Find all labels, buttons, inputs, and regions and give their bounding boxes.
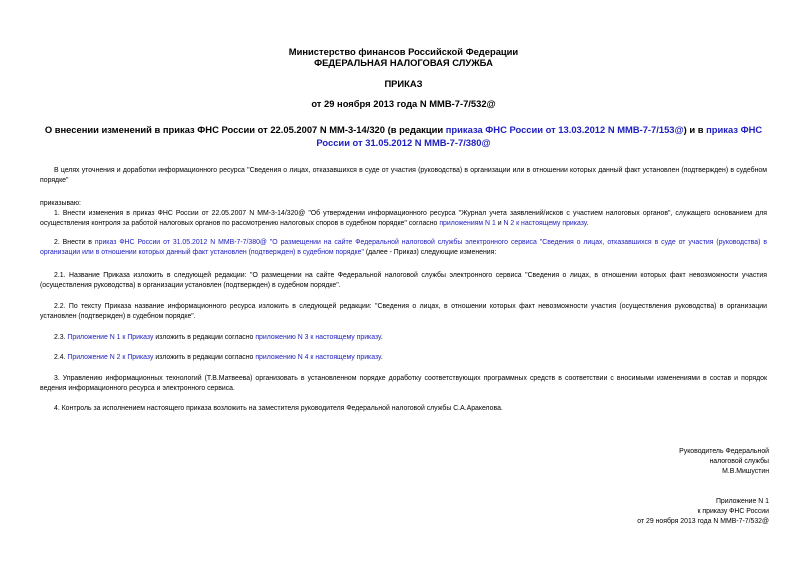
title-text-2: ) и в bbox=[683, 124, 707, 135]
item-2-3-end: . bbox=[380, 334, 383, 341]
item-2-3-num: 2.3. bbox=[54, 334, 68, 341]
item-2-4 bbox=[40, 353, 767, 363]
intro-paragraph: В целях уточнения и доработки информационного ресурса "Сведения о лицах, отказавшихся в суде от участия (руководства) в организации или в отношении которых данный факт установлен (подтвержден) в судебном порядке" bbox=[40, 167, 767, 184]
signature-position: Руководитель Федеральной bbox=[679, 448, 769, 455]
service-name: ФЕДЕРАЛЬНАЯ НАЛОГОВАЯ СЛУЖБА bbox=[314, 57, 493, 68]
item-2 bbox=[40, 238, 767, 257]
item-1-link-appendix-1[interactable]: приложениям N 1 bbox=[439, 219, 496, 227]
item-2-3-link-appendix-3[interactable]: приложению N 3 к настоящему приказу bbox=[255, 334, 381, 341]
item-2-1: 2.1. Название Приказа изложить в следующей редакции: "О размещении на сайте Федеральной налоговой службы электронного сервиса "Сведения о лицах, в отношении которых факт невозможности участия (осуществления руководства) в организации установлен (подтвержден) в судебном порядке". bbox=[40, 272, 767, 289]
order-word: приказываю: bbox=[40, 200, 81, 207]
appendix-header bbox=[529, 497, 769, 527]
signature-block bbox=[529, 447, 769, 477]
document-type: ПРИКАЗ bbox=[384, 78, 423, 89]
signature-name: М.В.Мишустин bbox=[722, 468, 769, 475]
item-2-link-order-380[interactable]: приказ ФНС России от 31.05.2012 N ММВ-7-7/380@ bbox=[94, 239, 267, 246]
item-2-4-link-appendix-4[interactable]: приложению N 4 к настоящему приказу bbox=[255, 354, 381, 361]
ministry-name: Министерство финансов Российской Федерации bbox=[288, 46, 519, 57]
item-1 bbox=[40, 209, 767, 228]
item-2-4-num: 2.4. bbox=[54, 354, 68, 361]
item-2-4-end: . bbox=[380, 354, 383, 361]
title-link-order-380[interactable]: приказ ФНС России от 31.05.2012 N ММВ-7-7/380@ bbox=[316, 124, 763, 148]
item-2-text: 2. Внести в bbox=[54, 239, 95, 246]
item-3: 3. Управлению информационных технологий (Т.В.Матвеева) организовать в установленном порядке доработку соответствующих программных средств в соответствии с вносимыми изменениями в состав и порядок ведения информационного ресурса и электронного сервиса. bbox=[40, 375, 767, 392]
document-title bbox=[40, 124, 767, 149]
item-2-3-link-appendix-1-order[interactable]: Приложение N 1 к Приказу bbox=[67, 334, 154, 341]
title-link-order-153[interactable]: приказа ФНС России от 13.03.2012 N ММВ-7-7/153@ bbox=[445, 124, 684, 135]
item-2-4-link-appendix-2-order[interactable]: Приложение N 2 к Приказу bbox=[67, 354, 154, 361]
item-1-and: и bbox=[495, 219, 504, 227]
item-2-3 bbox=[40, 333, 767, 343]
item-1-end: . bbox=[586, 219, 589, 227]
item-2-4-text: изложить в редакции согласно bbox=[153, 354, 256, 361]
item-2-3-text: изложить в редакции согласно bbox=[153, 334, 256, 341]
title-text-1: О внесении изменений в приказ ФНС России от 22.05.2007 N ММ-3-14/320 (в редакции bbox=[44, 124, 446, 135]
item-1-link-appendix-2[interactable]: N 2 к настоящему приказу bbox=[503, 219, 587, 227]
item-4: 4. Контроль за исполнением настоящего приказа возложить на заместителя руководителя Федеральной налоговой службы С.А.Аракелова. bbox=[54, 405, 503, 412]
appendix-date: от 29 ноября 2013 года N ММВ-7-7/532@ bbox=[637, 518, 769, 525]
signature-organization: налоговой службы bbox=[709, 458, 769, 465]
item-1-text: 1. Внести изменения в приказ ФНС России от 22.05.2007 N ММ-3-14/320@ "Об утверждении информационного ресурса "Журнал учета заявлений/исков с участием налоговых органов", служащего основанием для осуществления контроля за работой налоговых органов по рассмотрению налоговых споров в судебном порядке" согласно bbox=[40, 210, 767, 227]
appendix-reference: к приказу ФНС России bbox=[697, 508, 769, 515]
item-2-end: (далее - Приказ) следующие изменения: bbox=[363, 248, 497, 256]
item-2-link-order-title[interactable]: "О размещении на сайте Федеральной налоговой службы электронного сервиса "Сведения о лицах, отказавшихся в суде от участия (руководства) в организации или в отношении которых данный факт установлен (подтвержден) в судебном порядке" bbox=[40, 239, 767, 256]
item-2-2: 2.2. По тексту Приказа название информационного ресурса изложить в следующей редакции: "Сведения о лицах, в отношении которых факт невозможности участия (осуществления руководства) в организации установлен (подтвержден) в судебном порядке". bbox=[40, 303, 767, 320]
appendix-number: Приложение N 1 bbox=[715, 498, 769, 505]
document-date-number: от 29 ноября 2013 года N ММВ-7-7/532@ bbox=[311, 98, 496, 109]
